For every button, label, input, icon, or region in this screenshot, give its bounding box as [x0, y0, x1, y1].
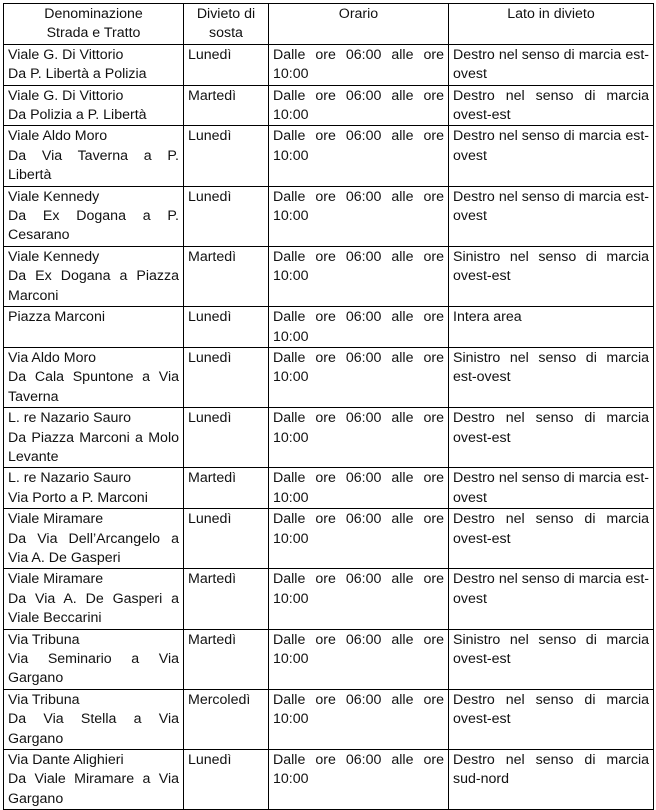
cell-lato: Destro nel senso di marcia ovest-est	[449, 689, 654, 749]
header-orario: Orario	[269, 4, 449, 45]
strada-tratto: Da Via Taverna a P. Libertà	[8, 147, 179, 184]
cell-giorno: Lunedì	[184, 307, 269, 348]
cell-strada	[4, 246, 184, 306]
strada-name: L. re Nazario Sauro	[8, 410, 132, 427]
strada-name: Via Tribuna	[8, 631, 80, 648]
table-row	[4, 689, 654, 749]
cell-strada	[4, 750, 184, 810]
cell-lato: Sinistro nel senso di marcia ovest-est	[449, 629, 654, 689]
strada-tratto: Da Via A. De Gasperi a Viale Beccarini	[8, 590, 179, 627]
cell-strada	[4, 408, 184, 468]
cell-strada	[4, 569, 184, 629]
strada-tratto: Da Piazza Marconi a Molo Levante	[8, 429, 179, 465]
header-divieto	[184, 4, 269, 45]
cell-giorno: Lunedì	[184, 509, 269, 569]
strada-tratto: Da Viale Miramare a Via Gargano	[8, 771, 179, 807]
cell-strada	[4, 307, 184, 348]
cell-lato: Intera area	[449, 307, 654, 348]
strada-name: Via Aldo Moro	[8, 349, 97, 366]
cell-strada	[4, 468, 184, 509]
header-strada	[4, 4, 184, 45]
strada-name: Viale Miramare	[8, 511, 104, 528]
table-row	[4, 509, 654, 569]
strada-name: Via Dante Alighieri	[8, 752, 124, 769]
table-row	[4, 126, 654, 186]
table-row	[4, 468, 654, 509]
cell-lato: Destro nel senso di marcia est-ovest	[449, 186, 654, 246]
cell-strada	[4, 347, 184, 407]
cell-strada	[4, 186, 184, 246]
cell-lato: Sinistro nel senso di marcia ovest-est	[449, 246, 654, 306]
strada-tratto: Da P. Libertà a Polizia	[8, 66, 147, 83]
cell-orario: Dalle ore 06:00 alle ore 10:00	[269, 750, 449, 810]
table-row	[4, 44, 654, 85]
cell-giorno: Martedì	[184, 468, 269, 509]
cell-lato: Destro nel senso di marcia est-ovest	[449, 44, 654, 85]
table-row	[4, 307, 654, 348]
cell-lato: Destro nel senso di marcia ovest-est	[449, 408, 654, 468]
cell-lato: Destro nel senso di marcia ovest-est	[449, 85, 654, 126]
cell-orario: Dalle ore 06:00 alle ore 10:00	[269, 689, 449, 749]
cell-giorno: Martedì	[184, 246, 269, 306]
cell-giorno: Lunedì	[184, 347, 269, 407]
cell-giorno: Martedì	[184, 629, 269, 689]
cell-orario: Dalle ore 06:00 alle ore 10:00	[269, 629, 449, 689]
strada-name: Viale G. Di Vittorio	[8, 87, 124, 104]
strada-name: Viale Kennedy	[8, 248, 100, 265]
strada-tratto: Da Via Dell’Arcangelo a Via A. De Gasperi	[8, 530, 179, 566]
cell-orario: Dalle ore 06:00 alle ore 10:00	[269, 126, 449, 186]
cell-strada	[4, 126, 184, 186]
cell-lato: Destro nel senso di marcia est-ovest	[449, 126, 654, 186]
cell-orario: Dalle ore 06:00 alle ore 10:00	[269, 44, 449, 85]
table-row	[4, 408, 654, 468]
cell-orario: Dalle ore 06:00 alle ore 10:00	[269, 569, 449, 629]
strada-tratto: Da Via Stella a Via Gargano	[8, 711, 179, 747]
cell-orario: Dalle ore 06:00 alle ore 10:00	[269, 509, 449, 569]
cell-giorno: Lunedì	[184, 44, 269, 85]
cell-orario: Dalle ore 06:00 alle ore 10:00	[269, 347, 449, 407]
cell-orario: Dalle ore 06:00 alle ore 10:00	[269, 85, 449, 126]
header-strada-line1: Denominazione	[44, 6, 143, 22]
strada-tratto: Via Seminario a Via Gargano	[8, 651, 179, 687]
table-row	[4, 85, 654, 126]
strada-name: Viale Kennedy	[8, 188, 100, 205]
cell-giorno: Mercoledì	[184, 689, 269, 749]
cell-giorno: Martedì	[184, 569, 269, 629]
cell-lato: Destro nel senso di marcia est-ovest	[449, 468, 654, 509]
table-row	[4, 750, 654, 810]
table-row	[4, 246, 654, 306]
cell-strada	[4, 689, 184, 749]
strada-tratto: Da Ex Dogana a Piazza Marconi	[8, 268, 179, 304]
cell-lato: Destro nel senso di marcia est-ovest	[449, 569, 654, 629]
header-divieto-line1: Divieto di	[196, 6, 256, 22]
cell-orario: Dalle ore 06:00 alle ore 10:00	[269, 307, 449, 348]
cell-orario: Dalle ore 06:00 alle ore 10:00	[269, 186, 449, 246]
strada-name: Via Tribuna	[8, 691, 80, 708]
cell-orario: Dalle ore 06:00 alle ore 10:00	[269, 468, 449, 509]
cell-lato: Destro nel senso di marcia sud-nord	[449, 750, 654, 810]
strada-name: Viale Miramare	[8, 571, 104, 588]
cell-strada	[4, 85, 184, 126]
table-row	[4, 347, 654, 407]
header-lato: Lato in divieto	[449, 4, 654, 45]
strada-tratto: Da Polizia a P. Libertà	[8, 107, 147, 124]
cell-orario: Dalle ore 06:00 alle ore 10:00	[269, 408, 449, 468]
table-row	[4, 569, 654, 629]
strada-tratto: Da Cala Spuntone a Via Taverna	[8, 369, 179, 405]
cell-orario: Dalle ore 06:00 alle ore 10:00	[269, 246, 449, 306]
parking-ban-table	[3, 3, 654, 810]
cell-giorno: Martedì	[184, 85, 269, 126]
cell-lato: Destro nel senso di marcia ovest-est	[449, 509, 654, 569]
strada-tratto: Da Ex Dogana a P. Cesarano	[8, 208, 179, 244]
cell-strada	[4, 44, 184, 85]
strada-name: L. re Nazario Sauro	[8, 470, 132, 487]
cell-strada	[4, 629, 184, 689]
header-strada-line2: Strada e Tratto	[46, 25, 141, 42]
strada-name: Viale G. Di Vittorio	[8, 46, 124, 63]
cell-giorno: Lunedì	[184, 126, 269, 186]
strada-tratto: Via Porto a P. Marconi	[8, 489, 148, 506]
cell-giorno: Lunedì	[184, 186, 269, 246]
table-row	[4, 629, 654, 689]
cell-lato: Sinistro nel senso di marcia est-ovest	[449, 347, 654, 407]
cell-giorno: Lunedì	[184, 750, 269, 810]
header-row	[4, 4, 654, 45]
strada-name: Piazza Marconi	[8, 309, 105, 326]
strada-name: Viale Aldo Moro	[8, 128, 108, 145]
header-divieto-line2: sosta	[209, 25, 243, 42]
table-row	[4, 186, 654, 246]
cell-giorno: Lunedì	[184, 408, 269, 468]
cell-strada	[4, 509, 184, 569]
